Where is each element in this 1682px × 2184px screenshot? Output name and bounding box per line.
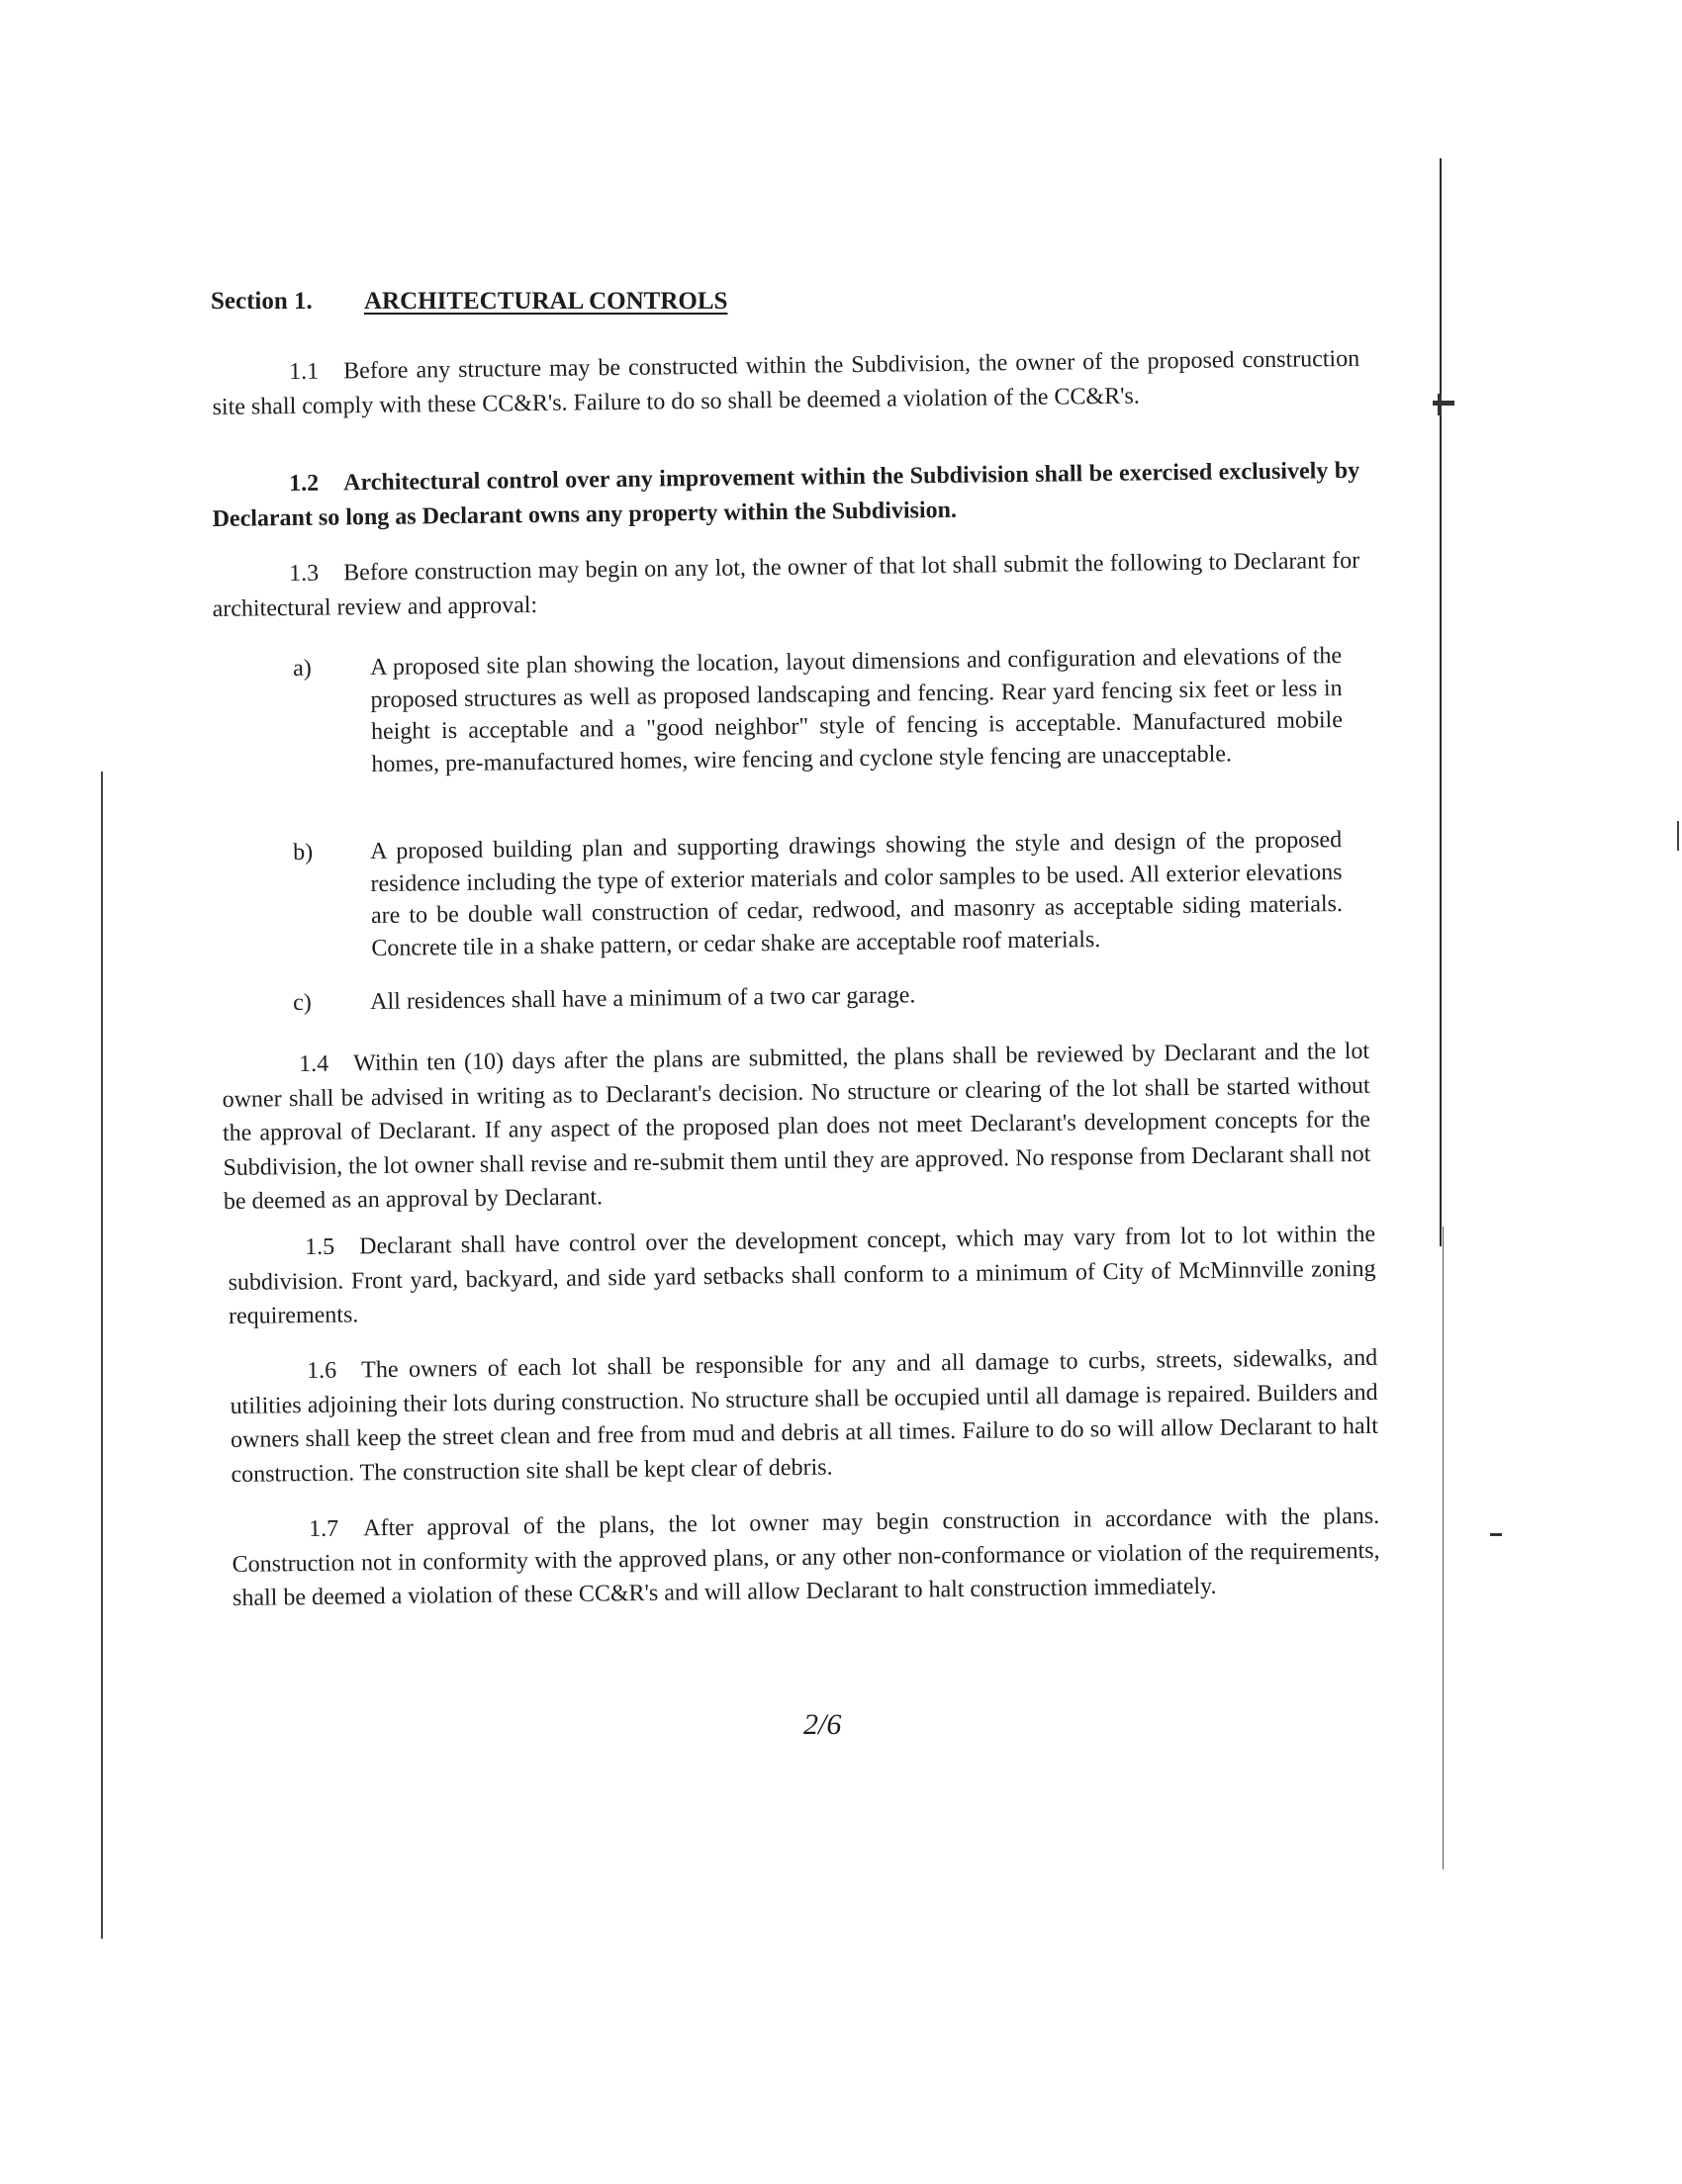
list-item-b — [293, 824, 1344, 965]
paragraph-number: 1.2 — [289, 470, 320, 498]
paragraph-number: 1.4 — [299, 1050, 329, 1078]
list-item-text: All residences shall have a minimum of a two car garage. — [370, 982, 916, 1016]
paragraph-1-6 — [230, 1341, 1379, 1492]
list-item-text: A proposed site plan showing the location, layout dimensions and configuration and elevations of the proposed structures as well as proposed landscaping and fencing. Rear yard fencing six feet or less in height is acceptable and a "good neighbor" style of fencing is acceptable. Manufactured mobile homes, pre-manufactured homes, wire fencing and cyclone style fencing are unacceptable. — [370, 643, 1344, 777]
list-marker: b) — [293, 839, 314, 865]
paragraph-1-7 — [232, 1500, 1380, 1616]
paragraph-number: 1.6 — [307, 1357, 337, 1385]
paragraph-text: Declarant shall have control over the development concept, which may vary from lot to lot within the subdivision. Front yard, backyard, and side yard setbacks shall conform to a minimum of City of McMinnville zoning requirements. — [228, 1221, 1376, 1329]
paragraph-text: Architectural control over any improvement within the Subdivision shall be exercised exclusively by Declarant so long as Declarant owns any property within the Subdivision. — [212, 457, 1360, 532]
paragraph-text: The owners of each lot shall be responsible for any and all damage to curbs, streets, sidewalks, and utilities adjoining their lots during construction. No structure shall be occupied until all damage is repaired. Builders and owners shall keep the street clean and free from mud and debris at all times. Failure to do so will allow Declarant to halt construction. The construction site shall be kept clear of debris. — [230, 1344, 1379, 1488]
scan-mark — [1438, 394, 1442, 415]
paragraph-text: After approval of the plans, the lot owner may begin construction in accordance with the plans. Construction not in conformity with the approved plans, or any other non-conformance or violation of the requirements, shall be deemed a violation of these CC&R's and will allow Declarant to halt construction immediately. — [232, 1502, 1380, 1611]
paragraph-text: Before any structure may be constructed within the Subdivision, the owner of the proposed construction site shall comply with these CC&R's. Failure to do so shall be deemed a violation of the CC&R's. — [212, 345, 1360, 420]
section-title: ARCHITECTURAL CONTROLS — [364, 288, 728, 315]
paragraph-1-2 — [212, 454, 1360, 536]
list-marker: a) — [293, 655, 313, 682]
paragraph-1-5 — [228, 1218, 1376, 1334]
scan-mark — [1490, 1533, 1502, 1536]
paragraph-text: Before construction may begin on any lot, the owner of that lot shall submit the following to Declarant for architectural review and approval: — [212, 547, 1360, 622]
scan-margin-line — [101, 772, 103, 1939]
scan-margin-line — [1440, 158, 1442, 1246]
paragraph-text: Within ten (10) days after the plans are submitted, the plans shall be reviewed by Declarant and the lot owner shall be advised in writing as to Declarant's decision. No structure or clearing of the lot shall be started without the approval of Declarant. If any aspect of the proposed plan does not meet Declarant's development concepts for the Subdivision, the lot owner shall revise and re-submit them until they are approved. No response from Declarant shall not be deemed as an approval by Declarant. — [222, 1038, 1371, 1215]
paragraph-1-3 — [212, 544, 1360, 626]
list-item-c — [293, 974, 1342, 1019]
list-marker: c) — [293, 989, 313, 1016]
scan-margin-line — [1677, 821, 1679, 851]
paragraph-1-1 — [212, 342, 1360, 424]
list-item-a — [293, 640, 1344, 781]
paragraph-number: 1.1 — [289, 358, 320, 386]
list-item-text: A proposed building plan and supporting drawings showing the style and design of the proposed residence including the type of exterior materials and color samples to be used. All exterior elevations are to be double wall construction of cedar, redwood, and masonry as acceptable siding materials. Concrete tile in a shake pattern, or cedar shake are acceptable roof materials. — [370, 827, 1344, 961]
scan-margin-line — [1443, 1227, 1444, 1869]
section-number: Section 1. — [211, 288, 313, 315]
scan-mark — [1433, 401, 1454, 406]
paragraph-number: 1.3 — [289, 560, 320, 588]
paragraph-number: 1.7 — [309, 1515, 339, 1543]
paragraph-number: 1.5 — [305, 1233, 335, 1261]
page-number: 2/6 — [803, 1708, 842, 1741]
paragraph-1-4 — [222, 1035, 1371, 1220]
section-heading — [211, 288, 1200, 316]
